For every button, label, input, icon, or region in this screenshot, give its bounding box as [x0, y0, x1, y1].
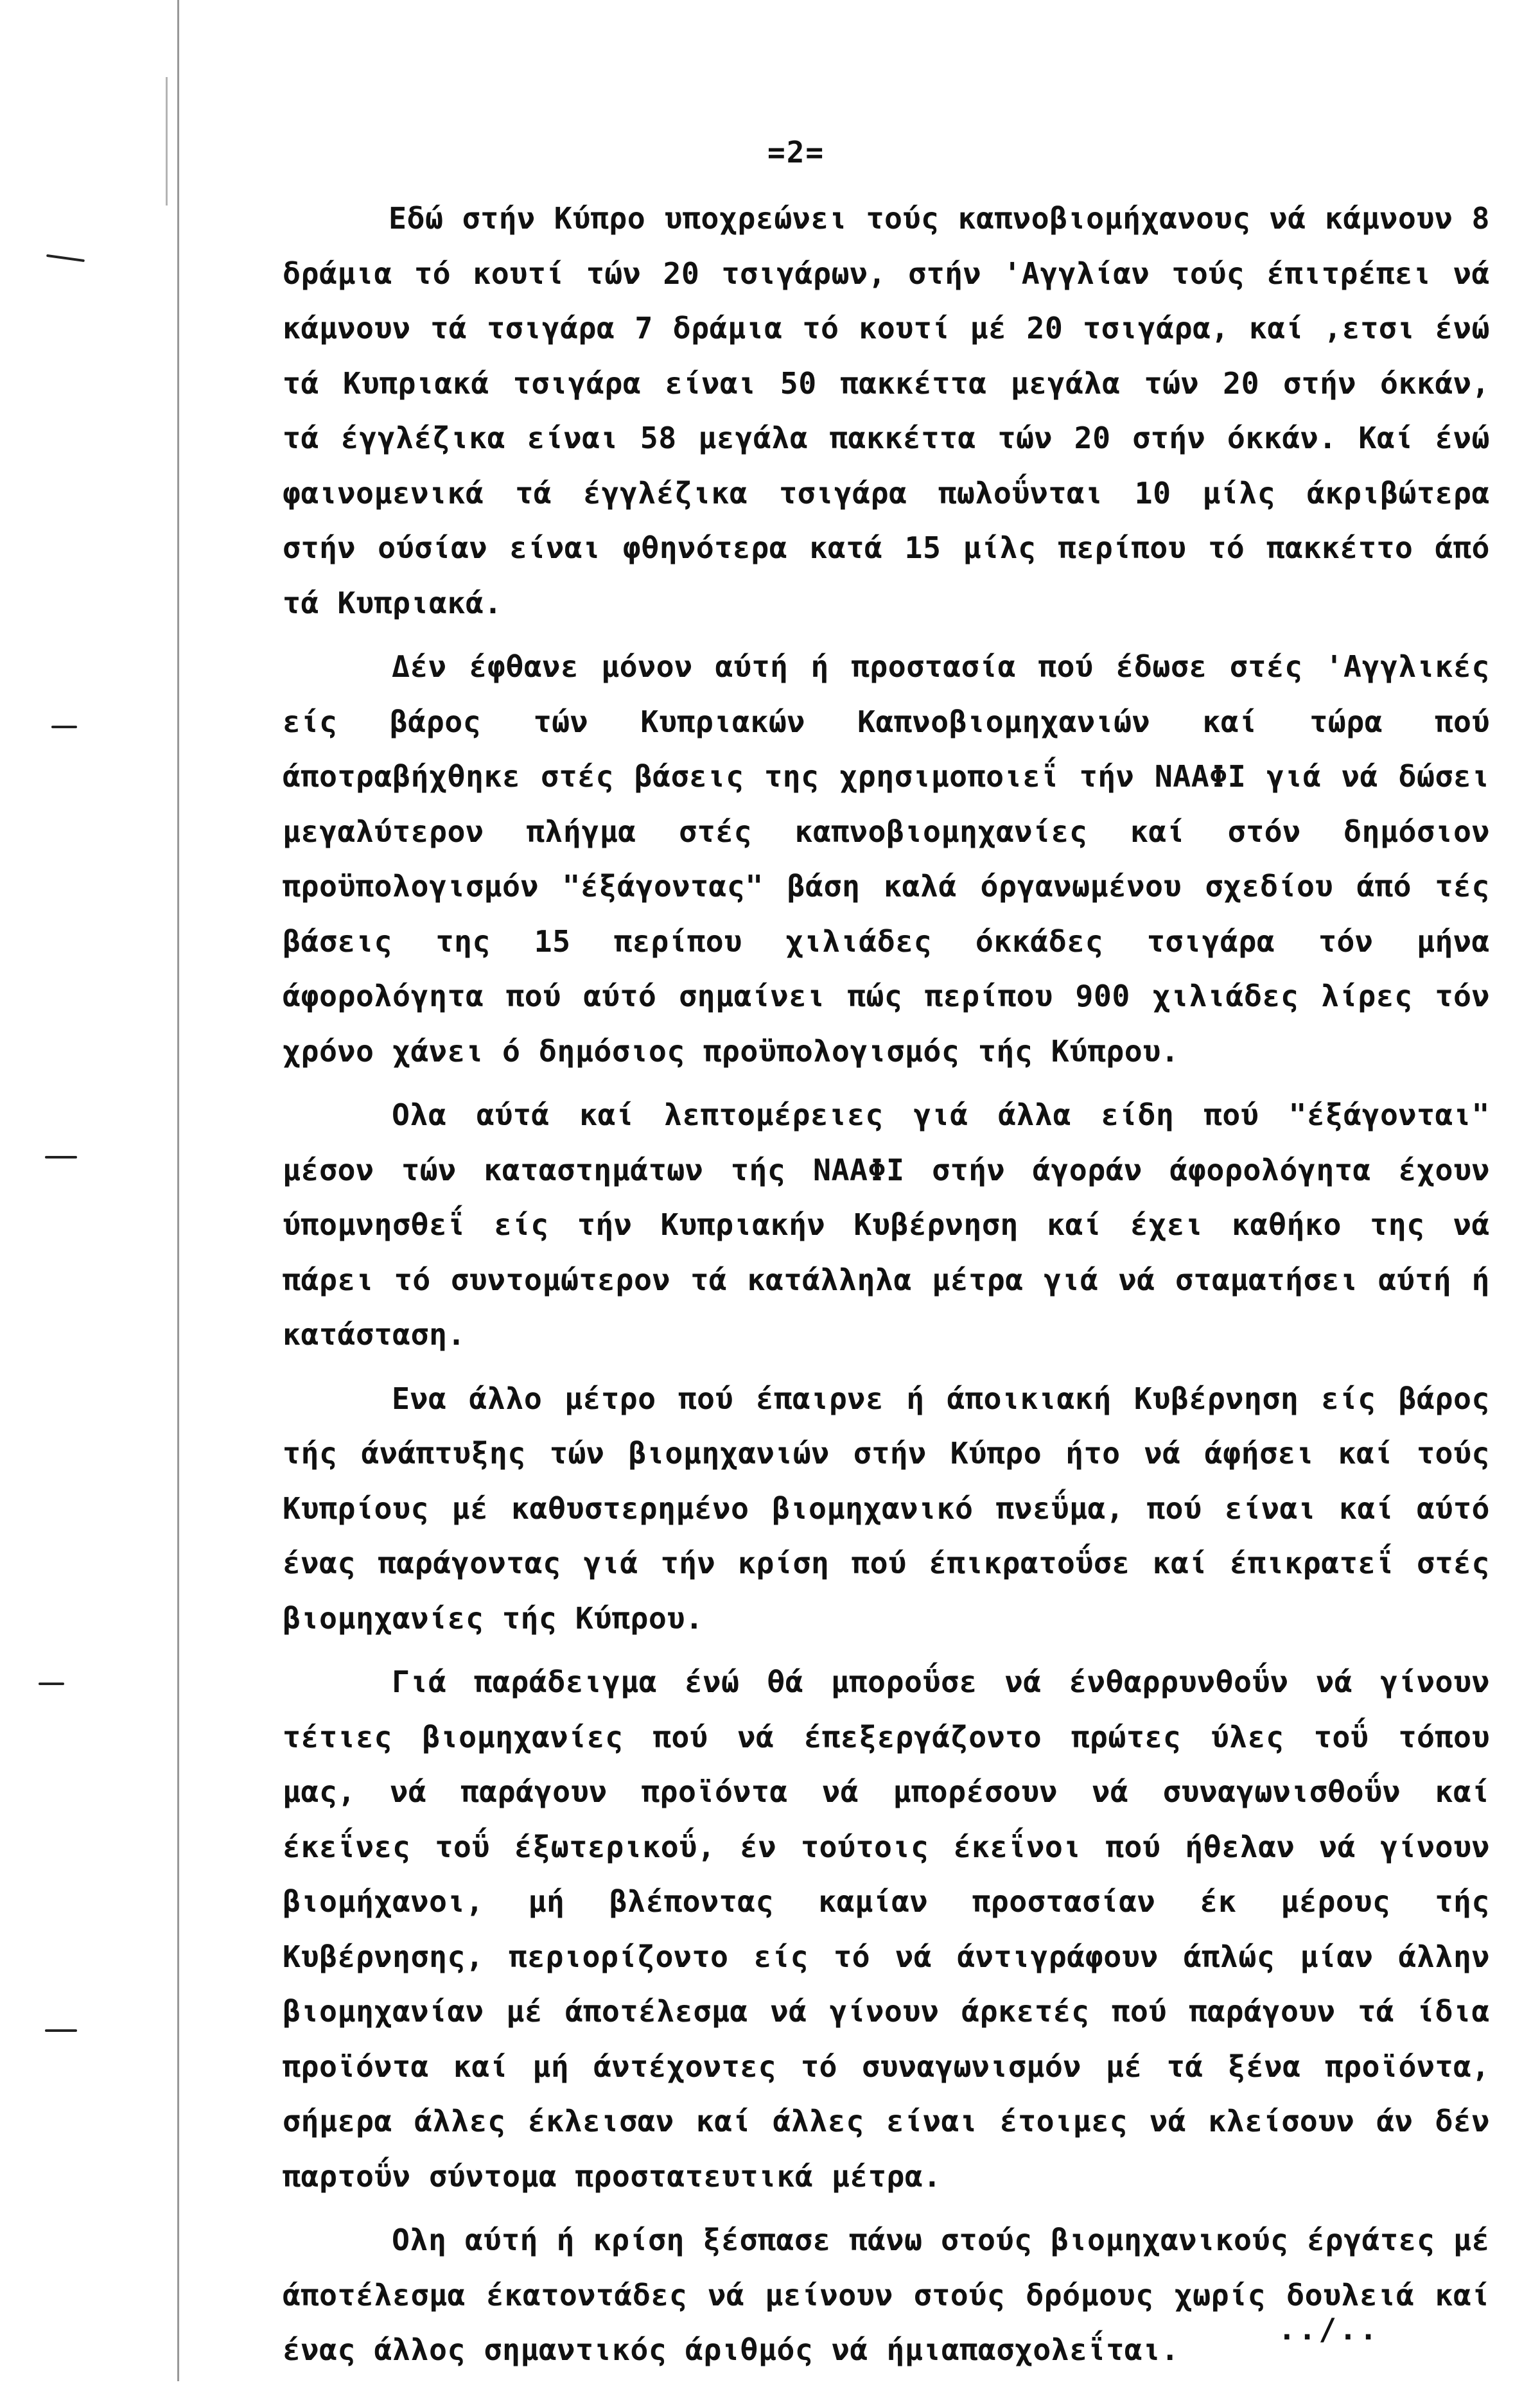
- paragraph: Εδώ στήν Κύπρο υποχρεώνει τούς καπνοβιομήχανους νά κάμνουν 8 δράμια τό κουτί τών 20 τσιγάρων, στήν 'Αγγλίαν τούς έπιτρέπει νά κάμνουν τά τσιγάρα 7 δράμια τό κουτί μέ 20 τσιγάρα, καί ,ετσι ένώ τά Κυπριακά τσιγάρα είναι 50 πακκέττα μεγάλα τών 20 στήν όκκάν, τά έγγλέζικα είναι 58 μεγάλα πακκέττα τών 20 στήν όκκάν. Καί ένώ φαινομενικά τά έγγλέζικα τσιγάρα πωλοΰνται 10 μίλς άκριβώτερα στήν ούσίαν είναι φθηνότερα κατά 15 μίλς περίπου τό πακκέττο άπό τά Κυπριακά.: [283, 201, 1490, 620]
- page-number: =2=: [767, 135, 825, 170]
- paragraph: Ολη αύτή ή κρίση ξέσπασε πάνω στούς βιομηχανικούς έργάτες μέ άποτέλεσμα έκατοντάδες νά μείνουν στούς δρόμους χωρίς δουλειά καί ένας άλλος σημαντικός άριθμός νά ήμιαπασχολεΐται.: [283, 2223, 1490, 2367]
- continuation-mark: ../..: [1278, 2312, 1380, 2347]
- body-text: [283, 191, 1490, 2387]
- margin-mark: [45, 2029, 77, 2032]
- margin-mark: [46, 254, 85, 262]
- margin-mark: [39, 1683, 64, 1685]
- paragraph: Ολα αύτά καί λεπτομέρειες γιά άλλα είδη πού "έξάγονται" μέσον τών καταστημάτων τής ΝΑΑΦΙ στήν άγοράν άφορολόγητα έχουν ύπομνησθεΐ είς τήν Κυπριακήν Κυβέρνηση καί έχει καθήκο της νά πάρει τό συντομώτερον τά κατάλληλα μέτρα γιά νά σταματήσει αύτή ή κατάσταση.: [283, 1097, 1490, 1352]
- binding-edge-line: [177, 0, 179, 2381]
- paragraph: Ενα άλλο μέτρο πού έπαιρνε ή άποικιακή Κυβέρνηση είς βάρος τής άνάπτυξης τών βιομηχανιών στήν Κύπρο ήτο νά άφήσει καί τούς Κυπρίους μέ καθυστερημένο βιομηχανικό πνεΰμα, πού είναι καί αύτό ένας παράγοντας γιά τήν κρίση πού έπικρατοΰσε καί έπικρατεΐ στές βιομηχανίες τής Κύπρου.: [283, 1381, 1490, 1636]
- paragraph: Γιά παράδειγμα ένώ θά μποροΰσε νά ένθαρρυνθοΰν νά γίνουν τέτιες βιομηχανίες πού νά έπεξεργάζοντο πρώτες ύλες τοΰ τόπου μας, νά παράγουν προϊόντα νά μπορέσουν νά συναγωνισθοΰν καί έκεΐνες τοΰ έξωτερικοΰ, έν τούτοις έκεΐνοι πού ήθελαν νά γίνουν βιομήχανοι, μή βλέποντας καμίαν προστασίαν έκ μέρους τής Κυβέρνησης, περιορίζοντο είς τό νά άντιγράφουν άπλώς μίαν άλλην βιομηχανίαν μέ άποτέλεσμα νά γίνουν άρκετές πού παράγουν τά ίδια προϊόντα καί μή άντέχοντες τό συναγωνισμόν μέ τά ξένα προϊόντα, σήμερα άλλες έκλεισαν καί άλλες είναι έτοιμες νά κλείσουν άν δέν παρτοΰν σύντομα προστατευτικά μέτρα.: [283, 1665, 1490, 2194]
- paragraph: Δέν έφθανε μόνον αύτή ή προστασία πού έδωσε στές 'Αγγλικές είς βάρος τών Κυπριακών Καπνοβιομηχανιών καί τώρα πού άποτραβήχθηκε στές βάσεις της χρησιμοποιεΐ τήν ΝΑΑΦΙ γιά νά δώσει μεγαλύτερον πλήγμα στές καπνοβιομηχανίες καί στόν δημόσιον προϋπολογισμόν "έξάγοντας" βάση καλά όργανωμένου σχεδίου άπό τές βάσεις της 15 περίπου χιλιάδες όκκάδες τσιγάρα τόν μήνα άφορολόγητα πού αύτό σημαίνει πώς περίπου 900 χιλιάδες λίρες τόν χρόνο χάνει ό δημόσιος προϋπολογισμός τής Κύπρου.: [283, 649, 1490, 1069]
- margin-mark: [45, 1156, 77, 1159]
- binding-edge-line-short: [166, 77, 168, 205]
- margin-mark: [51, 726, 77, 728]
